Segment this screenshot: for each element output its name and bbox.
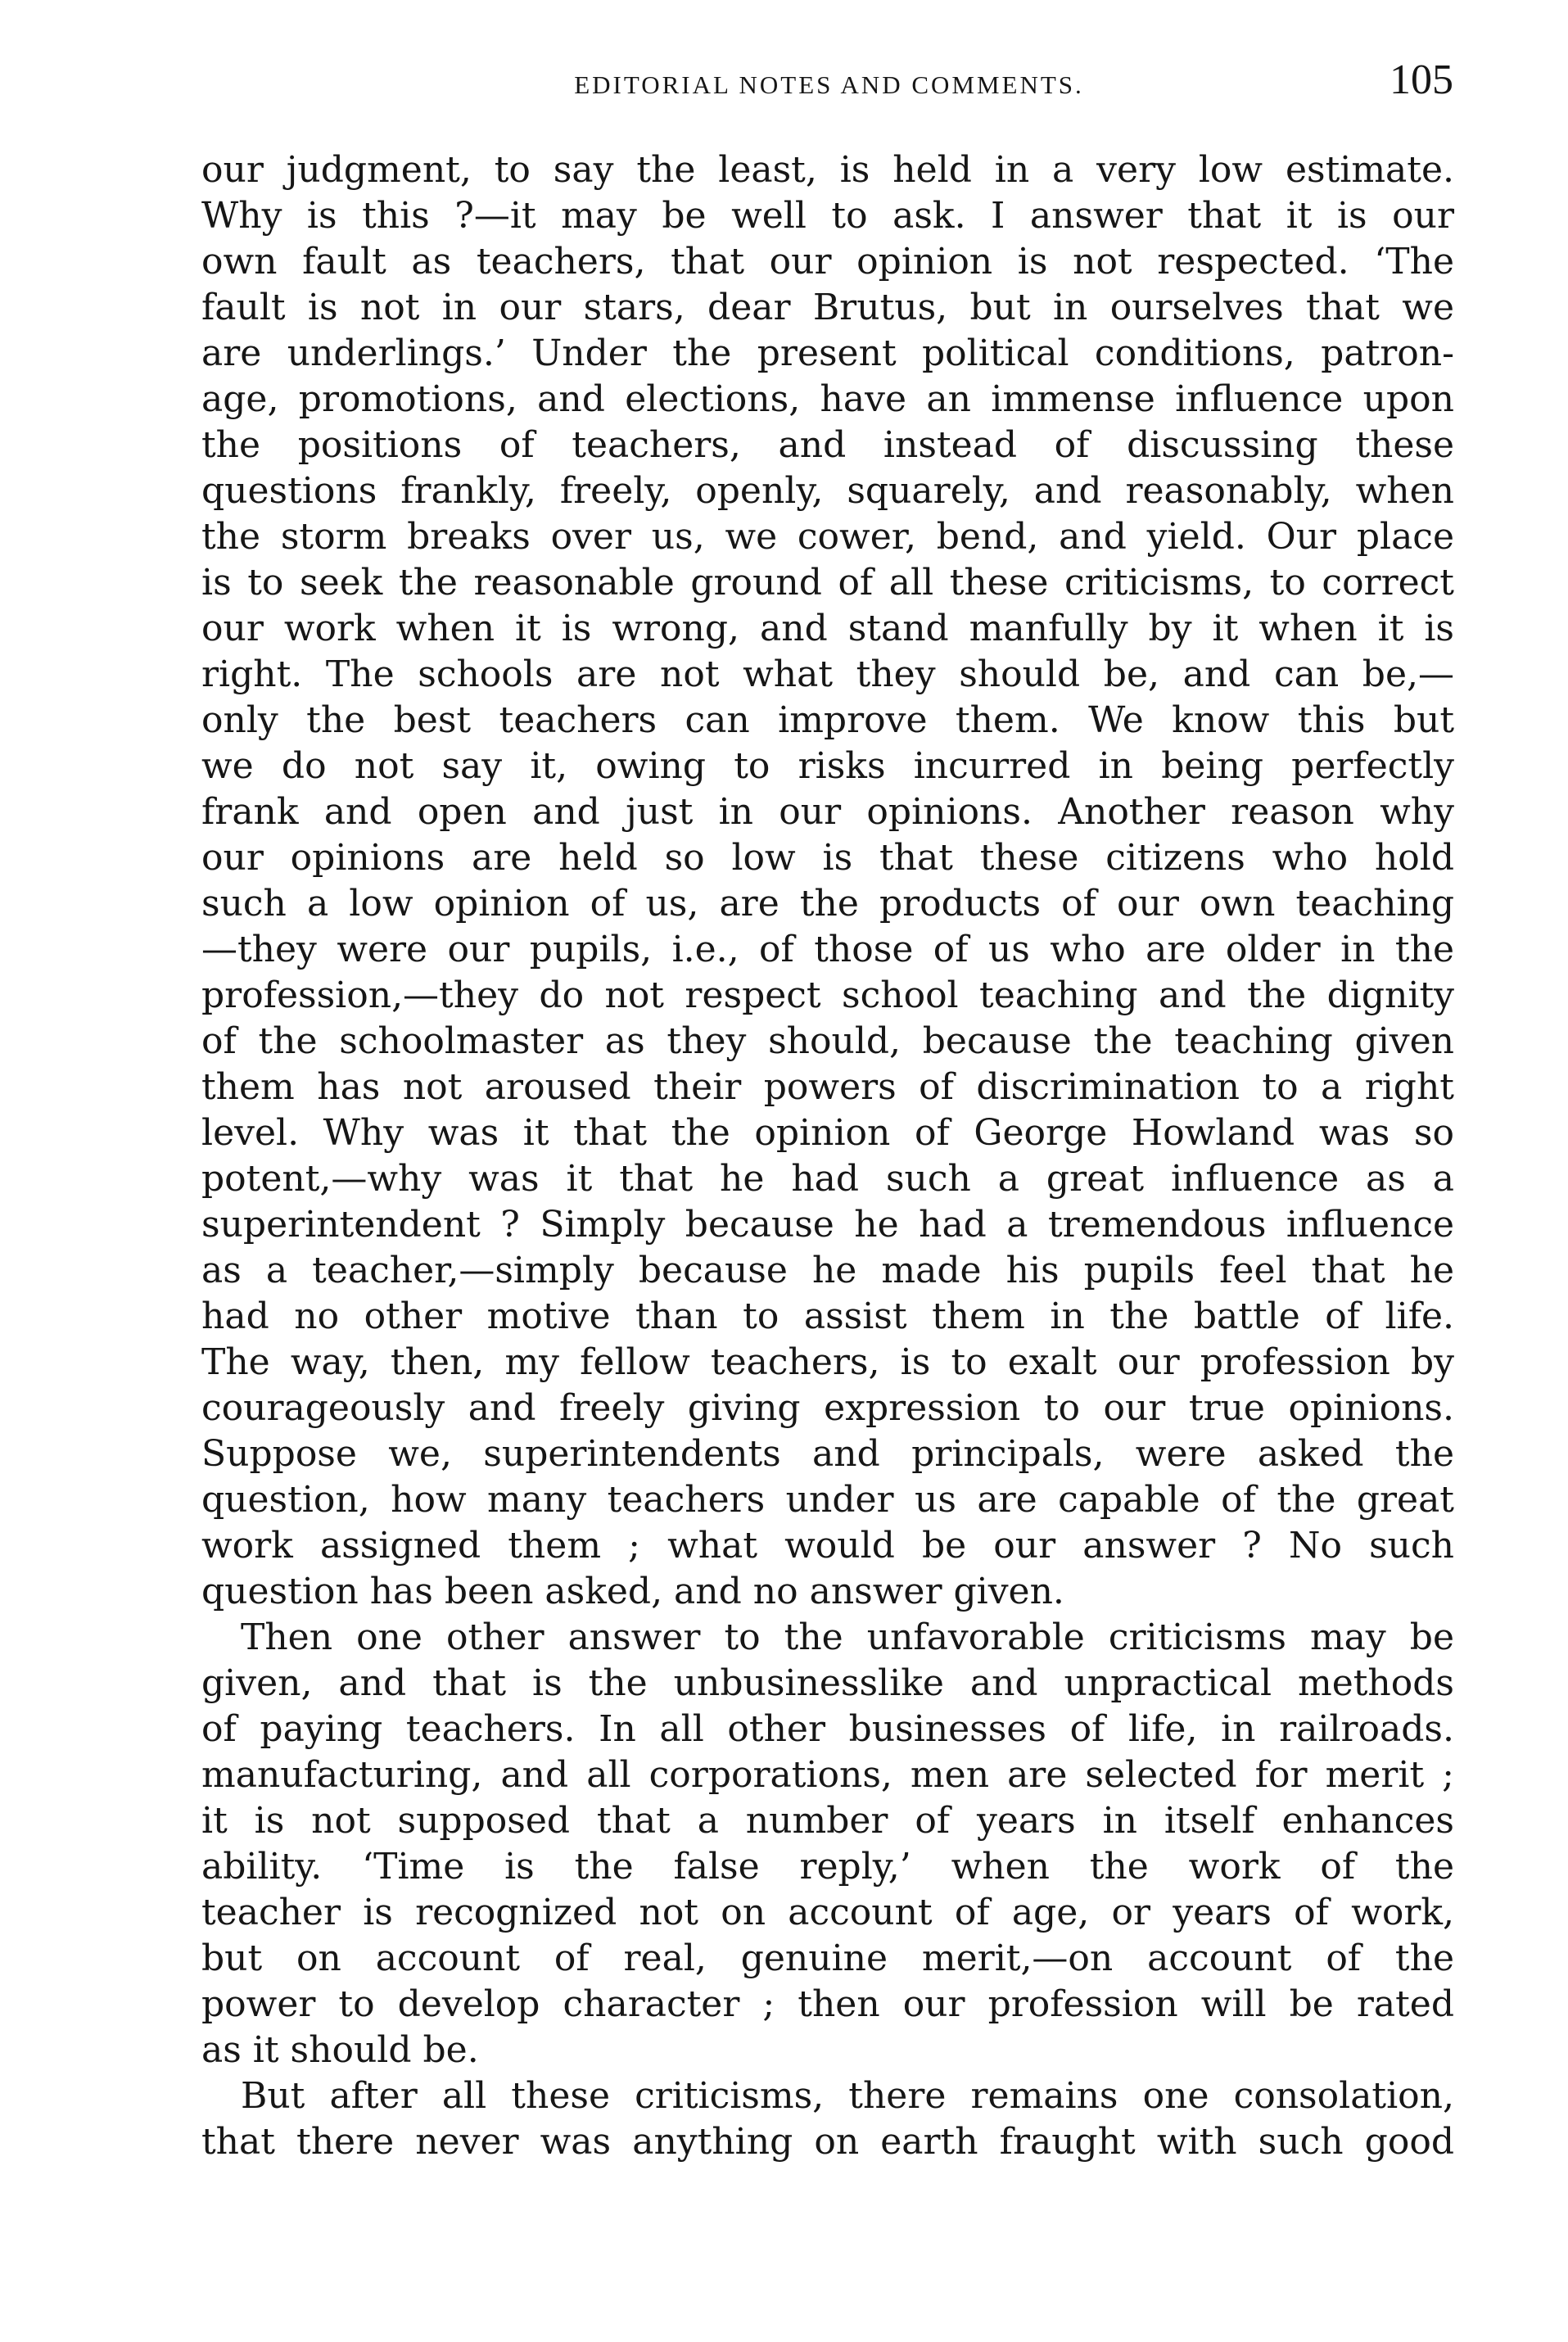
text-line: courageously and freely giving expression to our true opinions.	[201, 1387, 1454, 1429]
text-line: frank and open and just in our opinions. Another reason why	[201, 791, 1454, 833]
text-line: fault is not in our stars, dear Brutus, but in ourselves that we	[201, 287, 1454, 328]
text-line: level. Why was it that the opinion of George Howland was so	[201, 1112, 1454, 1154]
body-text	[201, 147, 1454, 2165]
text-line: —they were our pupils, i.e., of those of us who are older in the	[201, 929, 1454, 970]
text-line: superintendent ? Simply because he had a tremendous influence	[201, 1204, 1454, 1246]
text-line: potent,—why was it that he had such a great influence as a	[201, 1158, 1454, 1200]
text-line: are underlings.’ Under the present political conditions, patron-	[201, 332, 1454, 374]
text-line: the positions of teachers, and instead of discussing these	[201, 424, 1454, 466]
text-line: Then one other answer to the unfavorable criticisms may be	[241, 1616, 1454, 1658]
text-line: it is not supposed that a number of years in itself enhances	[201, 1800, 1454, 1842]
text-line: But after all these criticisms, there remains one consolation,	[241, 2075, 1454, 2117]
text-line: we do not say it, owing to risks incurred in being perfectly	[201, 745, 1454, 787]
text-line: question, how many teachers under us are capable of the great	[201, 1479, 1454, 1521]
text-line: of paying teachers. In all other businesses of life, in railroads.	[201, 1708, 1454, 1750]
text-line: the storm breaks over us, we cower, bend, and yield. Our place	[201, 516, 1454, 558]
text-line: own fault as teachers, that our opinion is not respected. ‘The	[201, 241, 1454, 283]
text-line: them has not aroused their powers of discrimination to a right	[201, 1066, 1454, 1108]
text-line: profession,—they do not respect school teaching and the dignity	[201, 974, 1454, 1016]
page-header	[205, 56, 1453, 105]
text-line: but on account of real, genuine merit,—on account of the	[201, 1937, 1454, 1979]
text-line: question has been asked, and no answer given.	[201, 1571, 1064, 1612]
text-line: that there never was anything on earth fraught with such good	[201, 2121, 1454, 2163]
text-line: The way, then, my fellow teachers, is to exalt our profession by	[201, 1341, 1454, 1383]
text-line: given, and that is the unbusinesslike and unpractical methods	[201, 1662, 1454, 1704]
text-line: power to develop character ; then our profession will be rated	[201, 1983, 1454, 2025]
text-line: of the schoolmaster as they should, because the teaching given	[201, 1020, 1454, 1062]
text-line: is to seek the reasonable ground of all these criticisms, to correct	[201, 562, 1454, 604]
text-line: as it should be.	[201, 2029, 479, 2071]
text-line: had no other motive than to assist them in the battle of life.	[201, 1295, 1454, 1337]
text-line: only the best teachers can improve them. We know this but	[201, 699, 1454, 741]
text-line: work assigned them ; what would be our answer ? No such	[201, 1525, 1454, 1567]
running-head: EDITORIAL NOTES AND COMMENTS.	[574, 70, 1084, 99]
text-line: Why is this ?—it may be well to ask. I answer that it is our	[201, 195, 1454, 237]
text-line: as a teacher,—simply because he made his pupils feel that he	[201, 1250, 1454, 1291]
text-line: teacher is recognized not on account of age, or years of work,	[201, 1892, 1454, 1933]
text-line: our judgment, to say the least, is held in a very low estimate.	[201, 149, 1454, 191]
text-line: manufacturing, and all corporations, men are selected for merit ;	[201, 1754, 1454, 1796]
text-line: age, promotions, and elections, have an immense influence upon	[201, 378, 1454, 420]
text-line: Suppose we, superintendents and principals, were asked the	[201, 1433, 1454, 1475]
text-line: our work when it is wrong, and stand manfully by it when it is	[201, 608, 1454, 649]
text-line: right. The schools are not what they should be, and can be,—	[201, 653, 1454, 695]
page-number: 105	[1390, 57, 1453, 103]
text-line: such a low opinion of us, are the products of our own teaching	[201, 883, 1454, 925]
text-line: our opinions are held so low is that these citizens who hold	[201, 837, 1454, 879]
text-line: questions frankly, freely, openly, squarely, and reasonably, when	[201, 470, 1454, 512]
text-line: ability. ‘Time is the false reply,’ when the work of the	[201, 1846, 1454, 1888]
